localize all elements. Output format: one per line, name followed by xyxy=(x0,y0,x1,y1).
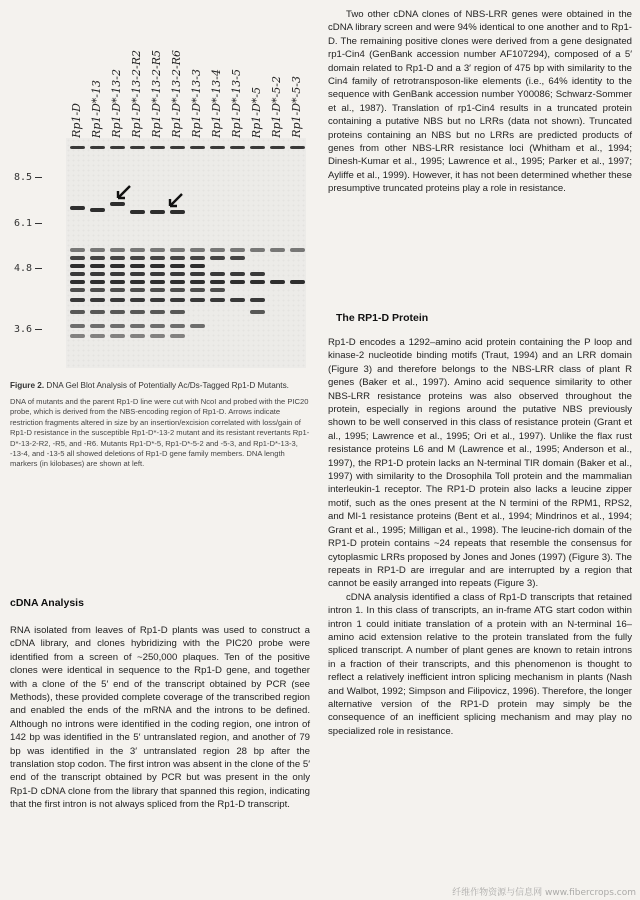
size-marker-tick xyxy=(35,177,42,178)
size-marker-label: 3.6 xyxy=(14,324,33,335)
gel-band xyxy=(110,146,125,149)
gel-band xyxy=(70,334,85,338)
rp1-d-protein-paragraph: Rp1-D encodes a 1292–amino acid protein containing the P loop and kinase-2 nucleotide binding motifs (Traut, 1994) and an LRR domain (Figure 3) and therefore belongs to the NBS-LRR class of plant R genes (Baker et al., 1997). Amino acid sequence similarity to other NBS-LRR resistance proteins was also observed throughout the protein, especially in regions around the putative NBS previously shown to be well conserved in this class of resistance protein (Grant et al., 1995; Lawrence et al., 1995; Ori et al., 1997). Unlike the flax rust resistance proteins L6 and M (Lawrence et al., 1995; Anderson et al., 1997), the RP1-D protein lacks an N-terminal TIR domain (Baker et al., 1997) with similarity to the Drosophila Toll protein and the mammalian interleukin-1 receptor. The RP1-D protein also lacks a leucine zipper motif, such as the ones present at the N termini of the RPM1, RPS2, and MI-1 resistance proteins (Bent et al., 1994; Mindrinos et al., 1994; Grant et al., 1995; Milligan et al., 1998). The leucine-rich domain of the RP1-D protein contains ~24 repeats that resemble the consensus for cytoplasmic LRRs proposed by Jones and Jones (1997) (Figure 3). The repeats in RP1-D are irregular and are interrupted by a region that cannot be easily arranged into repeats (Figure 3). xyxy=(328,337,632,590)
gel-band xyxy=(150,272,165,276)
gel-band xyxy=(230,248,245,252)
size-marker-label: 6.1 xyxy=(14,218,33,229)
gel-band xyxy=(230,298,245,302)
gel-blot-svg xyxy=(66,138,306,368)
gel-band xyxy=(230,146,245,149)
gel-band xyxy=(70,280,85,284)
gel-band xyxy=(130,334,145,338)
gel-band xyxy=(170,310,185,314)
gel-band xyxy=(90,272,105,276)
gel-band xyxy=(90,248,105,252)
gel-band xyxy=(150,288,165,292)
gel-band xyxy=(190,264,205,268)
gel-band xyxy=(210,280,225,284)
gel-band xyxy=(190,248,205,252)
lane-label: Rp1-D*-13 xyxy=(90,79,103,138)
gel-band xyxy=(250,248,265,252)
size-marker-tick xyxy=(35,223,42,224)
gel-band xyxy=(150,256,165,260)
gel-band xyxy=(190,324,205,328)
lane-label: Rp1-D*-5-2 xyxy=(270,76,283,138)
gel-band xyxy=(110,202,125,206)
gel-band xyxy=(130,310,145,314)
gel-band xyxy=(190,280,205,284)
gel-band xyxy=(230,256,245,260)
gel-band xyxy=(90,208,105,212)
gel-band xyxy=(210,146,225,149)
gel-band xyxy=(290,248,305,252)
lane-label: Rp1-D*-5-3 xyxy=(290,76,303,138)
figure-caption xyxy=(10,380,310,470)
gel-band xyxy=(190,272,205,276)
gel-band xyxy=(70,146,85,149)
gel-band xyxy=(110,298,125,302)
size-marker-tick xyxy=(35,268,42,269)
gel-band xyxy=(70,324,85,328)
gel-blot-image xyxy=(66,138,306,368)
gel-band xyxy=(190,256,205,260)
gel-band xyxy=(170,272,185,276)
gel-band xyxy=(210,298,225,302)
gel-band xyxy=(170,210,185,214)
gel-band xyxy=(210,288,225,292)
right-column xyxy=(328,0,634,900)
gel-band xyxy=(150,248,165,252)
gel-band xyxy=(190,298,205,302)
gel-band xyxy=(170,324,185,328)
gel-band xyxy=(70,288,85,292)
gel-band xyxy=(170,248,185,252)
gel-band xyxy=(110,256,125,260)
caption-body: DNA of mutants and the parent Rp1-D line were cut with NcoI and probed with the PIC20 probe, which is derived from the NBS-encoding region of Rp1-D. Arrows indicate restriction fragments altered in size by an insertion/excision correlated with loss/gain of Rp1-D resistance in the susceptible Rp1-D*-13-2 mutant and its resistant revertants Rp1-D*-13-2-R2, -R5, and -R6. Mutants Rp1-D*-5, Rp1-D*-5-2 and -5-3, and Rp1-D*-13-3, -13-4, and -13-5 all showed deletions of Rp1-D gene family members. DNA length markers (in kilobases) are shown at left. xyxy=(10,397,310,469)
gel-band xyxy=(150,310,165,314)
gel-band xyxy=(70,272,85,276)
gel-band xyxy=(110,272,125,276)
gel-band xyxy=(250,146,265,149)
section-heading-cdna-analysis: cDNA Analysis xyxy=(10,597,84,609)
gel-band xyxy=(190,146,205,149)
gel-band xyxy=(150,280,165,284)
size-marker xyxy=(14,218,42,229)
cdna-clones-paragraph: Two other cDNA clones of NBS-LRR genes were obtained in the cDNA library screen and were 94% identical to one another and to Rp1-D. The remaining positive clones were derived from a gene designated rp1-Cin4 (GenBank accession number AF107294), composed of a 5′ domain related to Rp1-D and a 3′ region of 475 bp with similarity to the Cin4 family of retrotransposon-like elements (i.e., 64% identity to the sequence with GenBank accession number Y00086; Schwarz-Sommer et al., 1987). Translation of rp1-Cin4 results in a truncated protein containing a putative NBS but no LRRs (data not shown). Truncated proteins containing an NBS but no LRRs are predicted products of genes from other NBS-LRR resistance loci (Whitham et al., 1994; Dinesh-Kumar et al., 1995; Lawrence et al., 1995; Parker et al., 1997; Ayliffe et al., 1999). However, it has not been determined whether these presumptive truncated proteins play a role in resistance. xyxy=(328,9,632,195)
lane-label: Rp1-D*-13-4 xyxy=(210,69,223,138)
size-marker xyxy=(14,263,42,274)
size-marker xyxy=(14,172,42,183)
gel-band xyxy=(110,288,125,292)
band-arrow-icon xyxy=(170,194,182,206)
gel-band xyxy=(170,256,185,260)
gel-band xyxy=(290,146,305,149)
gel-band xyxy=(270,146,285,149)
gel-band xyxy=(230,280,245,284)
size-marker-label: 4.8 xyxy=(14,263,33,274)
gel-band xyxy=(290,280,305,284)
band-arrow-icon xyxy=(118,186,130,198)
gel-band xyxy=(250,298,265,302)
gel-band xyxy=(170,334,185,338)
lane-label: Rp1-D*-13-5 xyxy=(230,69,243,138)
gel-band xyxy=(150,334,165,338)
gel-band xyxy=(150,264,165,268)
gel-band xyxy=(210,248,225,252)
gel-band xyxy=(90,334,105,338)
gel-band xyxy=(230,272,245,276)
lane-label: Rp1-D*-13-2 xyxy=(110,69,123,138)
gel-band xyxy=(90,146,105,149)
gel-band xyxy=(130,288,145,292)
gel-band xyxy=(170,280,185,284)
gel-band xyxy=(170,288,185,292)
size-marker-label: 8.5 xyxy=(14,172,33,183)
gel-band xyxy=(90,324,105,328)
gel-band xyxy=(90,310,105,314)
lane-label: Rp1-D*-13-2-R5 xyxy=(150,50,163,138)
gel-band xyxy=(270,280,285,284)
gel-band xyxy=(110,310,125,314)
lane-label: Rp1-D*-5 xyxy=(250,86,263,138)
gel-band xyxy=(150,210,165,214)
rp1-d-protein-text xyxy=(328,336,632,738)
gel-band xyxy=(70,310,85,314)
size-markers xyxy=(14,138,66,368)
left-column xyxy=(0,0,318,900)
watermark: 纤维作物资源与信息网 www.fibercrops.com xyxy=(452,888,636,898)
gel-band xyxy=(170,146,185,149)
size-marker xyxy=(14,324,42,335)
gel-band xyxy=(130,298,145,302)
lane-label: Rp1-D*-13-3 xyxy=(190,69,203,138)
gel-band xyxy=(210,272,225,276)
gel-band xyxy=(90,264,105,268)
gel-band xyxy=(110,264,125,268)
gel-band xyxy=(250,272,265,276)
gel-band xyxy=(110,248,125,252)
gel-band xyxy=(210,256,225,260)
section-heading-rp1-d-protein: The RP1-D Protein xyxy=(336,312,429,324)
gel-band xyxy=(70,298,85,302)
gel-band xyxy=(110,324,125,328)
intron-retention-paragraph: cDNA analysis identified a class of Rp1-D transcripts that retained intron 1. In this class of transcripts, an in-frame ATG start codon within intron 1 could initiate translation of a protein with an N-terminal 16–amino acid extension relative to the protein translated from the fully spliced transcript. A number of plant genes are known to retain introns in a fraction of their transcripts, and this phenomenon is thought to reflect a relatively inefficient intron splicing mechanism in plants (Nash and Walbot, 1992; Simpson and Filipovicz, 1996). Therefore, the longer alternative version of the RP1-D protein may simply be the consequence of an inefficient splicing mechanism and may play no specialized role in resistance. xyxy=(328,591,632,737)
caption-figure-number: Figure 2. xyxy=(10,381,45,390)
cdna-analysis-paragraph: RNA isolated from leaves of Rp1-D plants was used to construct a cDNA library, and clones hybridizing with the PIC20 probe were identified from a screen of ~250,000 plaques. Ten of the positive clones were identical in sequence to the Rp1-D gene, and together with a clone of the 5′ end of the transcript obtained by PCR (see Methods), these provided complete coverage of the transcribed region and enabled the ends of the mRNA and the introns to be defined. Although no introns were identified in the coding region, one intron of 142 bp was identified in the 5′ untranslated region, and another of 79 bp was identified in the 3′ untranslated region 28 bp after the translation stop codon. The first intron was absent in the clone of the 5′ end of the transcript obtained by PCR but was present in the only Rp1-D cDNA clone from the library that spanned this region, indicating that the first intron is not always spliced from the Rp1-D transcript. xyxy=(10,625,310,811)
lane-label: Rp1-D*-13-2-R6 xyxy=(170,50,183,138)
lane-labels xyxy=(66,6,304,138)
lane-label: Rp1-D xyxy=(70,103,83,138)
gel-band xyxy=(70,248,85,252)
gel-band xyxy=(130,146,145,149)
gel-band xyxy=(90,256,105,260)
gel-band xyxy=(150,324,165,328)
size-marker-tick xyxy=(35,329,42,330)
gel-band xyxy=(130,264,145,268)
gel-band xyxy=(110,334,125,338)
gel-band xyxy=(130,256,145,260)
lane-label: Rp1-D*-13-2-R2 xyxy=(130,50,143,138)
gel-band xyxy=(190,288,205,292)
caption-title-text: DNA Gel Blot Analysis of Potentially Ac/Ds-Tagged Rp1-D Mutants. xyxy=(46,381,289,390)
gel-band xyxy=(70,256,85,260)
gel-band xyxy=(250,280,265,284)
gel-band xyxy=(130,248,145,252)
gel-band xyxy=(170,298,185,302)
gel-band xyxy=(150,146,165,149)
caption-title xyxy=(10,380,310,391)
gel-band xyxy=(130,324,145,328)
gel-band xyxy=(130,210,145,214)
gel-band xyxy=(70,264,85,268)
gel-band xyxy=(90,280,105,284)
gel-band xyxy=(110,280,125,284)
gel-band xyxy=(170,264,185,268)
gel-band xyxy=(250,310,265,314)
gel-band xyxy=(130,272,145,276)
gel-band xyxy=(70,206,85,210)
gel-band xyxy=(130,280,145,284)
gel-band xyxy=(150,298,165,302)
gel-band xyxy=(90,298,105,302)
gel-band xyxy=(90,288,105,292)
gel-band xyxy=(270,248,285,252)
